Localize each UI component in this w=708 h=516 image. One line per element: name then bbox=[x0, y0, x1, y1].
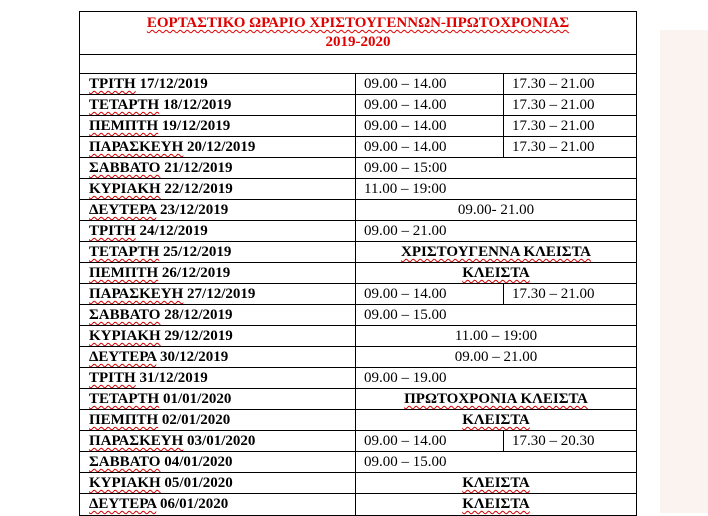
day-date-cell bbox=[80, 347, 356, 367]
day-name: ΠΕΜΠΤΗ bbox=[89, 265, 159, 281]
evening-hours: 17.30 – 20.30 bbox=[512, 433, 595, 449]
schedule-row bbox=[80, 137, 636, 158]
day-date-cell bbox=[80, 410, 356, 430]
schedule-title: ΕΟΡΤΑΣΤΙΚΟ ΩΡΑΡΙΟ ΧΡΙΣΤΟΥΓΕΝΝΩΝ-ΠΡΩΤΟΧΡΟΝΙΑΣ bbox=[146, 15, 570, 31]
date: 03/01/2020 bbox=[187, 433, 256, 449]
closed-cell bbox=[356, 410, 636, 430]
day-date-cell bbox=[80, 452, 356, 472]
day-date-cell bbox=[80, 431, 356, 451]
schedule-row bbox=[80, 368, 636, 389]
closed-cell bbox=[356, 389, 636, 409]
day-date-cell bbox=[80, 116, 356, 136]
full-day-hours: 09.00- 21.00 bbox=[457, 202, 535, 218]
schedule-row bbox=[80, 410, 636, 431]
day-name: ΣΑΒΒΑΤΟ bbox=[89, 160, 161, 176]
schedule-row bbox=[80, 263, 636, 284]
morning-hours: 09.00 – 14.00 bbox=[356, 137, 504, 157]
day-name: ΔΕΥΤΕΡΑ bbox=[89, 202, 157, 218]
date: 24/12/2019 bbox=[139, 223, 208, 239]
day-date-cell bbox=[80, 158, 356, 178]
page-background-shade bbox=[660, 30, 708, 513]
full-day-hours: 11.00 – 19:00 bbox=[364, 181, 447, 197]
day-date-cell bbox=[80, 221, 356, 241]
closed-label: ΚΛΕΙΣΤΑ bbox=[462, 475, 530, 491]
day-date-cell bbox=[80, 389, 356, 409]
closed-label: ΠΡΩΤΟΧΡΟΝΙΑ ΚΛΕΙΣΤΑ bbox=[404, 391, 588, 407]
day-name: ΠΑΡΑΣΚΕΥΗ bbox=[89, 139, 184, 155]
day-name: ΤΕΤΑΡΤΗ bbox=[89, 391, 160, 407]
schedule-row bbox=[80, 389, 636, 410]
day-date-cell bbox=[80, 263, 356, 283]
schedule-row bbox=[80, 221, 636, 242]
date: 04/01/2020 bbox=[164, 454, 233, 470]
day-name: ΠΕΜΠΤΗ bbox=[89, 412, 159, 428]
schedule-row bbox=[80, 200, 636, 221]
closed-cell bbox=[356, 473, 636, 493]
closed-label: ΚΛΕΙΣΤΑ bbox=[462, 496, 530, 512]
day-name: ΠΑΡΑΣΚΕΥΗ bbox=[89, 433, 184, 449]
date: 19/12/2019 bbox=[161, 118, 231, 134]
date: 22/12/2019 bbox=[164, 181, 233, 197]
day-name: ΤΕΤΑΡΤΗ bbox=[89, 97, 160, 113]
closed-label: ΚΛΕΙΣΤΑ bbox=[462, 265, 530, 281]
day-date-cell bbox=[80, 200, 356, 220]
closed-cell bbox=[356, 242, 636, 262]
schedule-row bbox=[80, 284, 636, 305]
date: 25/12/2019 bbox=[162, 244, 232, 260]
date: 18/12/2019 bbox=[162, 97, 232, 113]
day-date-cell bbox=[80, 305, 356, 325]
schedule-row bbox=[80, 305, 636, 326]
date: 21/12/2019 bbox=[164, 160, 233, 176]
schedule-row bbox=[80, 179, 636, 200]
day-date-cell bbox=[80, 326, 356, 346]
closed-cell bbox=[356, 494, 636, 515]
holiday-schedule-table bbox=[79, 11, 637, 516]
morning-hours: 09.00 – 14.00 bbox=[356, 431, 504, 451]
day-date-cell bbox=[80, 95, 356, 115]
evening-hours: 17.30 – 21.00 bbox=[512, 76, 595, 92]
full-day-hours: 09.00 – 19.00 bbox=[364, 370, 447, 386]
schedule-row bbox=[80, 452, 636, 473]
date: 01/01/2020 bbox=[162, 391, 232, 407]
closed-label: ΚΛΕΙΣΤΑ bbox=[462, 412, 530, 428]
full-day-hours: 09.00 – 15:00 bbox=[364, 160, 447, 176]
date: 27/12/2019 bbox=[187, 286, 256, 302]
day-name: ΠΑΡΑΣΚΕΥΗ bbox=[89, 286, 184, 302]
evening-hours: 17.30 – 21.00 bbox=[512, 139, 595, 155]
date: 17/12/2019 bbox=[139, 76, 208, 92]
day-date-cell bbox=[80, 368, 356, 388]
evening-hours: 17.30 – 21.00 bbox=[512, 286, 595, 302]
day-name: ΔΕΥΤΕΡΑ bbox=[89, 349, 157, 365]
date: 29/12/2019 bbox=[164, 328, 233, 344]
full-day-hours: 09.00 – 15.00 bbox=[364, 307, 447, 323]
day-name: ΤΕΤΑΡΤΗ bbox=[89, 244, 160, 260]
date: 31/12/2019 bbox=[139, 370, 208, 386]
day-name: ΤΡΙΤΗ bbox=[89, 223, 136, 239]
schedule-row bbox=[80, 473, 636, 494]
day-name: ΣΑΒΒΑΤΟ bbox=[89, 307, 161, 323]
title-cell bbox=[80, 12, 636, 55]
day-name: ΤΡΙΤΗ bbox=[89, 76, 136, 92]
closed-cell bbox=[356, 263, 636, 283]
schedule-row bbox=[80, 116, 636, 137]
schedule-row bbox=[80, 242, 636, 263]
schedule-rows bbox=[80, 74, 636, 515]
day-name: ΣΑΒΒΑΤΟ bbox=[89, 454, 161, 470]
morning-hours: 09.00 – 14.00 bbox=[356, 284, 504, 304]
schedule-row bbox=[80, 326, 636, 347]
day-name: ΚΥΡΙΑΚΗ bbox=[89, 181, 161, 197]
morning-hours: 09.00 – 14.00 bbox=[356, 95, 504, 115]
day-name: ΤΡΙΤΗ bbox=[89, 370, 136, 386]
evening-hours: 17.30 – 21.00 bbox=[512, 118, 595, 134]
blank-spacer-row bbox=[80, 55, 636, 74]
day-date-cell bbox=[80, 473, 356, 493]
schedule-row bbox=[80, 431, 636, 452]
full-day-hours: 09.00 – 21.00 bbox=[454, 349, 538, 365]
day-date-cell bbox=[80, 242, 356, 262]
date: 20/12/2019 bbox=[187, 139, 256, 155]
day-date-cell bbox=[80, 494, 356, 515]
evening-hours: 17.30 – 21.00 bbox=[512, 97, 595, 113]
schedule-row bbox=[80, 347, 636, 368]
date: 02/01/2020 bbox=[161, 412, 231, 428]
day-date-cell bbox=[80, 137, 356, 157]
day-name: ΔΕΥΤΕΡΑ bbox=[89, 496, 157, 512]
date: 23/12/2019 bbox=[159, 202, 229, 218]
date: 26/12/2019 bbox=[161, 265, 231, 281]
date: 30/12/2019 bbox=[159, 349, 229, 365]
day-date-cell bbox=[80, 74, 356, 94]
date: 28/12/2019 bbox=[164, 307, 233, 323]
morning-hours: 09.00 – 14.00 bbox=[356, 116, 504, 136]
day-date-cell bbox=[80, 284, 356, 304]
schedule-row bbox=[80, 95, 636, 116]
schedule-row bbox=[80, 158, 636, 179]
day-name: ΠΕΜΠΤΗ bbox=[89, 118, 159, 134]
day-name: ΚΥΡΙΑΚΗ bbox=[89, 475, 161, 491]
closed-label: ΧΡΙΣΤΟΥΓΕΝΝΑ ΚΛΕΙΣΤΑ bbox=[401, 244, 591, 260]
date: 05/01/2020 bbox=[164, 475, 233, 491]
schedule-row bbox=[80, 74, 636, 95]
day-date-cell bbox=[80, 179, 356, 199]
schedule-row bbox=[80, 494, 636, 515]
schedule-years: 2019-2020 bbox=[325, 34, 391, 50]
date: 06/01/2020 bbox=[159, 496, 229, 512]
day-name: ΚΥΡΙΑΚΗ bbox=[89, 328, 161, 344]
full-day-hours: 11.00 – 19:00 bbox=[454, 328, 538, 344]
full-day-hours: 09.00 – 21.00 bbox=[364, 223, 447, 239]
morning-hours: 09.00 – 14.00 bbox=[356, 74, 504, 94]
full-day-hours: 09.00 – 15.00 bbox=[364, 454, 447, 470]
